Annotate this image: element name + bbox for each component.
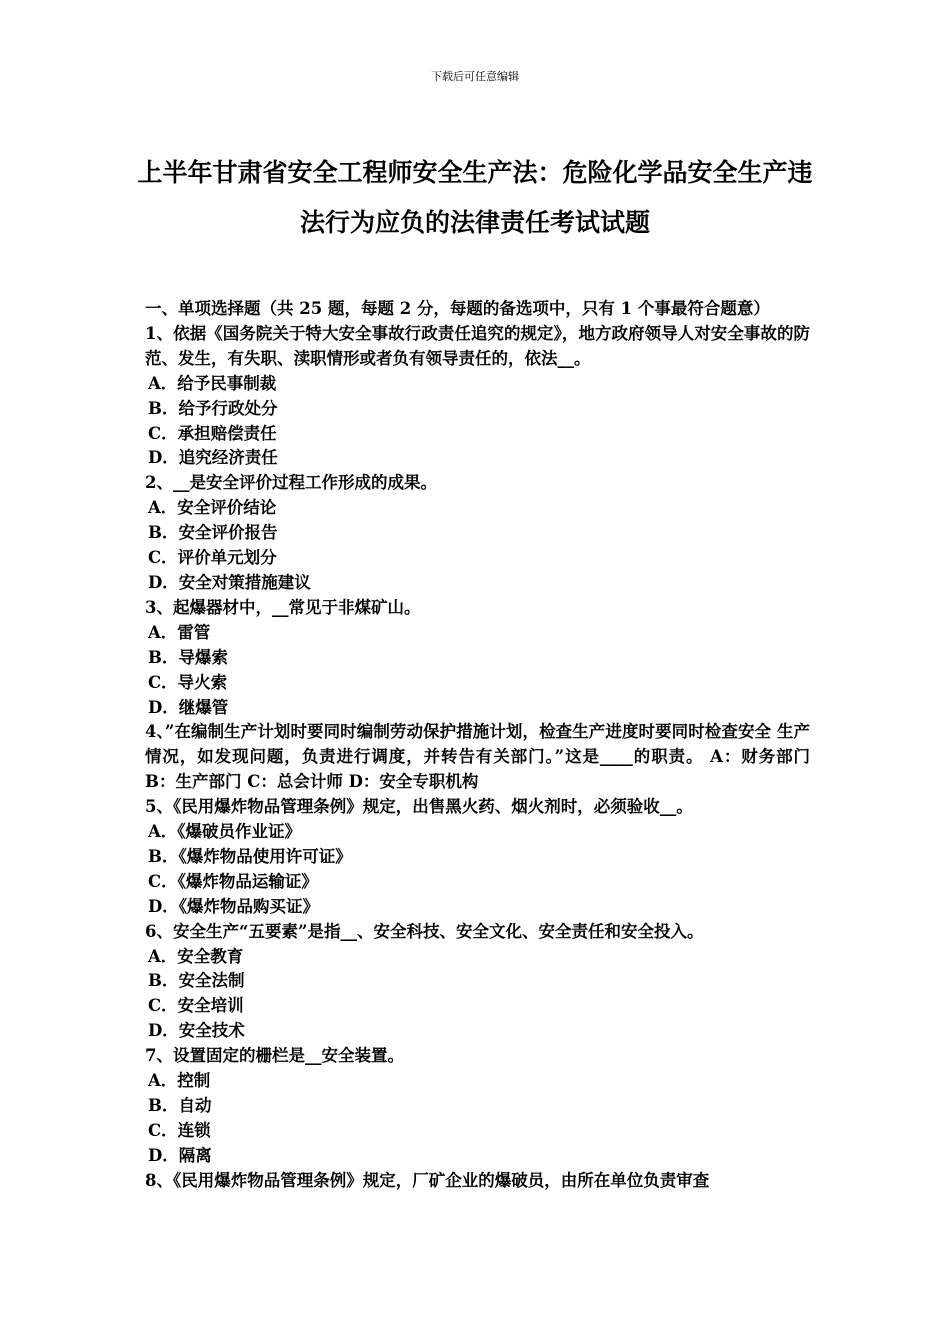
option-a: A．给予民事制裁 xyxy=(148,373,277,393)
question-stem: 3、起爆器材中，__常见于非煤矿山。 xyxy=(145,597,421,617)
question-2 xyxy=(145,471,810,596)
document-body xyxy=(145,297,810,1194)
option-d: D．安全对策措施建议 xyxy=(148,572,311,592)
option-a: A．安全教育 xyxy=(148,946,244,966)
question-stem: 4、”在编制生产计划时要同时编制劳动保护措施计划，检查生产进度时要同时检查安全 生产情况，如发现问题，负责进行调度，并转告有关部门。”这是____的职责。 A：财务部门 B：生产部门 C：总会计师 D：安全专职机构 xyxy=(145,722,810,792)
option-b: B．安全评价报告 xyxy=(148,523,278,543)
option-a: A．《爆破员作业证》 xyxy=(148,822,302,842)
question-4 xyxy=(145,720,810,795)
document-title: 上半年甘肃省安全工程师安全生产法：危险化学品安全生产违法行为应负的法律责任考试试题 xyxy=(137,158,813,237)
option-c: C．连锁 xyxy=(148,1120,211,1140)
section-heading: 一、单项选择题（共 25 题，每题 2 分，每题的备选项中，只有 1 个事最符合题意） xyxy=(145,299,770,318)
option-d: D．隔离 xyxy=(148,1145,212,1165)
option-b: B．给予行政处分 xyxy=(148,398,278,418)
question-stem: 2、__是安全评价过程工作形成的成果。 xyxy=(145,473,437,493)
option-b: B．自动 xyxy=(148,1096,212,1115)
option-c: C．安全培训 xyxy=(148,996,244,1016)
question-8 xyxy=(145,1169,810,1194)
option-d: D．继爆管 xyxy=(148,697,229,717)
question-5 xyxy=(145,795,810,920)
option-c: C．《爆炸物品运输证》 xyxy=(148,871,318,891)
question-stem: 5、《民用爆炸物品管理条例》规定，出售黑火药、烟火剂时，必须验收__。 xyxy=(145,797,693,817)
option-d: D．追究经济责任 xyxy=(148,448,278,468)
option-b: B．《爆炸物品使用许可证》 xyxy=(148,846,352,866)
option-d: D．安全技术 xyxy=(148,1021,245,1041)
option-d: D．《爆炸物品购买证》 xyxy=(148,896,320,916)
question-3 xyxy=(145,596,810,721)
option-c: C．导火索 xyxy=(148,672,228,692)
header-note: 下载后可任意编辑 xyxy=(431,70,519,83)
option-c: C．评价单元划分 xyxy=(148,548,277,568)
question-stem: 8、《民用爆炸物品管理条例》规定，厂矿企业的爆破员，由所在单位负责审查 xyxy=(145,1170,710,1190)
option-a: A．雷管 xyxy=(148,622,211,642)
question-stem: 7、设置固定的栅栏是__安全装置。 xyxy=(145,1046,404,1066)
option-a: A．控制 xyxy=(148,1071,211,1091)
question-stem: 1、依据《国务院关于特大安全事故行政责任追究的规定》，地方政府领导人对安全事故的防范、发生，有失职、渎职情形或者负有领导责任的，依法__。 xyxy=(145,323,810,368)
option-b: B．安全法制 xyxy=(148,971,245,991)
question-6 xyxy=(145,920,810,1045)
option-c: C．承担赔偿责任 xyxy=(148,423,277,443)
question-stem: 6、安全生产“五要素”是指__、安全科技、安全文化、安全责任和安全投入。 xyxy=(145,921,704,941)
question-1 xyxy=(145,322,810,471)
option-a: A．安全评价结论 xyxy=(148,498,277,518)
question-7 xyxy=(145,1044,810,1169)
option-b: B．导爆索 xyxy=(148,647,228,667)
